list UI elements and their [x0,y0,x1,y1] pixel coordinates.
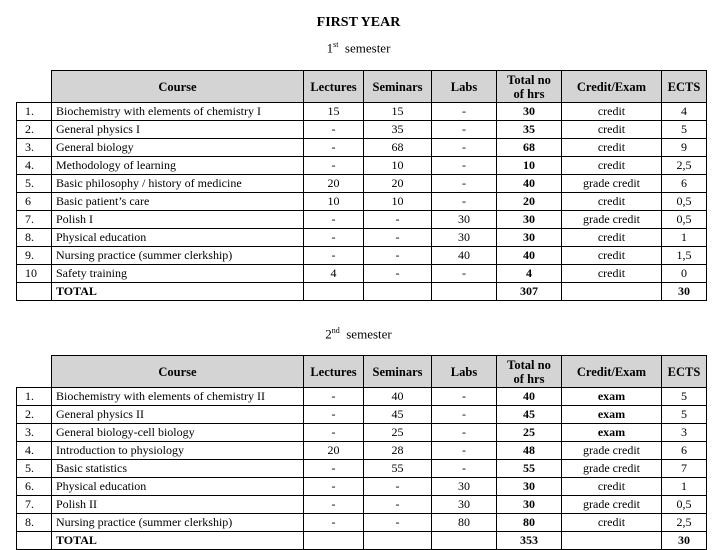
lectures-hours: - [304,121,364,139]
credit-type: credit [562,121,662,139]
row-number: 8. [17,514,52,532]
lectures-hours: - [304,496,364,514]
course-name: Nursing practice (summer clerkship) [52,514,304,532]
total-row [17,532,707,550]
course-name: Polish II [52,496,304,514]
ects-points: 1 [662,229,707,247]
column-header-labs: Labs [432,71,497,103]
ects-points: 5 [662,406,707,424]
ects-points: 4 [662,103,707,121]
row-number: 9. [17,247,52,265]
total-label: TOTAL [52,532,304,550]
seminars-hours: - [364,229,432,247]
total-hours-sum: 307 [497,283,562,301]
total-hours: 40 [497,388,562,406]
total-hours: 30 [497,229,562,247]
row-number: 4. [17,442,52,460]
course-name: Polish I [52,211,304,229]
seminars-hours: 28 [364,442,432,460]
total-label: TOTAL [52,283,304,301]
row-number: 6. [17,478,52,496]
credit-type: grade credit [562,211,662,229]
course-name: Introduction to physiology [52,442,304,460]
labs-hours: - [432,139,497,157]
total-hours: 40 [497,247,562,265]
seminars-hours: 68 [364,139,432,157]
table-row [17,265,707,283]
lectures-hours: - [304,514,364,532]
labs-hours: - [432,265,497,283]
seminars-hours: - [364,496,432,514]
column-header-course: Course [52,71,304,103]
course-name: General biology-cell biology [52,424,304,442]
seminars-hours: 40 [364,388,432,406]
row-number: 3. [17,424,52,442]
total-hours: 55 [497,460,562,478]
credit-type: credit [562,139,662,157]
ects-points: 1 [662,478,707,496]
credit-type: credit [562,265,662,283]
lectures-hours: - [304,139,364,157]
labs-hours: 30 [432,496,497,514]
total-hours: 48 [497,442,562,460]
course-name: Methodology of learning [52,157,304,175]
lectures-hours: 10 [304,193,364,211]
labs-hours: - [432,460,497,478]
total-hours: 45 [497,406,562,424]
column-header-total: Total no of hrs [497,71,562,103]
seminars-hours: 45 [364,406,432,424]
credit-type: credit [562,514,662,532]
credit-type: grade credit [562,175,662,193]
total-hours: 20 [497,193,562,211]
seminars-hours: - [364,478,432,496]
seminars-hours: 10 [364,193,432,211]
column-header-total: Total no of hrs [497,356,562,388]
total-hours: 80 [497,514,562,532]
labs-hours: 30 [432,478,497,496]
ects-points: 5 [662,121,707,139]
table-row [17,211,707,229]
table-row [17,406,707,424]
semester-ordinal: 2 [325,326,332,342]
column-header-seminars: Seminars [364,71,432,103]
row-number: 8. [17,229,52,247]
table-row [17,193,707,211]
total-ects-sum: 30 [662,283,707,301]
seminars-hours: - [364,514,432,532]
ects-points: 6 [662,175,707,193]
ects-points: 2,5 [662,157,707,175]
row-number: 3. [17,139,52,157]
lectures-hours: - [304,157,364,175]
ects-points: 5 [662,388,707,406]
total-hours: 30 [497,496,562,514]
table-row [17,388,707,406]
seminars-hours: 25 [364,424,432,442]
course-name: Physical education [52,478,304,496]
course-name: General physics I [52,121,304,139]
course-name: Safety training [52,265,304,283]
column-header-lectures: Lectures [304,71,364,103]
total-hours: 10 [497,157,562,175]
total-hours: 35 [497,121,562,139]
lectures-hours: 15 [304,103,364,121]
seminars-hours: 35 [364,121,432,139]
column-header-lectures: Lectures [304,356,364,388]
lectures-hours: - [304,388,364,406]
lectures-hours: - [304,211,364,229]
lectures-hours: 4 [304,265,364,283]
column-header-credit: Credit/Exam [562,71,662,103]
labs-hours: - [432,157,497,175]
row-number: 5. [17,460,52,478]
labs-hours: 40 [432,247,497,265]
table-row [17,121,707,139]
table-row [17,460,707,478]
ects-points: 2,5 [662,514,707,532]
course-name: Basic patient’s care [52,193,304,211]
course-name: Nursing practice (summer clerkship) [52,247,304,265]
total-hours: 30 [497,211,562,229]
row-number: 2. [17,121,52,139]
credit-type: grade credit [562,460,662,478]
semester-1-table [16,70,707,301]
semester-ordinal-suffix: st [333,40,339,49]
table-row [17,247,707,265]
ects-points: 0 [662,265,707,283]
total-hours: 4 [497,265,562,283]
table-row [17,139,707,157]
ects-points: 7 [662,460,707,478]
row-number: 2. [17,406,52,424]
lectures-hours: - [304,478,364,496]
column-header-course: Course [52,356,304,388]
lectures-hours: 20 [304,442,364,460]
course-name: General biology [52,139,304,157]
credit-type: exam [562,388,662,406]
labs-hours: 30 [432,229,497,247]
column-header-ects: ECTS [662,356,707,388]
semester-word: semester [344,40,391,56]
total-hours: 68 [497,139,562,157]
lectures-hours: 20 [304,175,364,193]
labs-hours: - [432,424,497,442]
course-name: General physics II [52,406,304,424]
labs-hours: - [432,175,497,193]
seminars-hours: 10 [364,157,432,175]
total-ects-sum: 30 [662,532,707,550]
lectures-hours: - [304,406,364,424]
ects-points: 0,5 [662,211,707,229]
semester-1-label [0,40,717,56]
row-number: 5. [17,175,52,193]
table-row [17,424,707,442]
row-number: 6 [17,193,52,211]
labs-hours: - [432,406,497,424]
credit-type: grade credit [562,496,662,514]
row-number: 10 [17,265,52,283]
total-row [17,283,707,301]
total-hours: 25 [497,424,562,442]
row-number: 7. [17,496,52,514]
credit-type: credit [562,478,662,496]
table-row [17,157,707,175]
credit-type: grade credit [562,442,662,460]
table-row [17,496,707,514]
semester-2-label [0,326,717,342]
credit-type: credit [562,157,662,175]
ects-points: 0,5 [662,193,707,211]
credit-type: exam [562,424,662,442]
ects-points: 0,5 [662,496,707,514]
lectures-hours: - [304,247,364,265]
column-header-labs: Labs [432,356,497,388]
semester-2-table [16,355,707,550]
seminars-hours: 55 [364,460,432,478]
total-hours-sum: 353 [497,532,562,550]
column-header-seminars: Seminars [364,356,432,388]
table-row [17,442,707,460]
ects-points: 6 [662,442,707,460]
row-number: 1. [17,103,52,121]
ects-points: 3 [662,424,707,442]
lectures-hours: - [304,424,364,442]
course-name: Biochemistry with elements of chemistry I [52,103,304,121]
semester-ordinal: 1 [326,40,334,56]
credit-type: credit [562,247,662,265]
labs-hours: - [432,193,497,211]
table-row [17,229,707,247]
labs-hours: - [432,121,497,139]
semester-ordinal-suffix: nd [331,326,340,335]
lectures-hours: - [304,460,364,478]
semester-word: semester [346,326,392,342]
credit-type: credit [562,193,662,211]
course-name: Physical education [52,229,304,247]
lectures-hours: - [304,229,364,247]
course-name: Biochemistry with elements of chemistry II [52,388,304,406]
column-header-credit: Credit/Exam [562,356,662,388]
labs-hours: 80 [432,514,497,532]
table-row [17,514,707,532]
labs-hours: - [432,103,497,121]
course-name: Basic statistics [52,460,304,478]
ects-points: 1,5 [662,247,707,265]
table-row [17,175,707,193]
table-row [17,478,707,496]
seminars-hours: 15 [364,103,432,121]
table-row [17,103,707,121]
column-header-ects: ECTS [662,71,707,103]
ects-points: 9 [662,139,707,157]
labs-hours: - [432,388,497,406]
seminars-hours: - [364,265,432,283]
seminars-hours: 20 [364,175,432,193]
seminars-hours: - [364,211,432,229]
credit-type: exam [562,406,662,424]
labs-hours: 30 [432,211,497,229]
credit-type: credit [562,229,662,247]
total-hours: 30 [497,103,562,121]
seminars-hours: - [364,247,432,265]
total-hours: 30 [497,478,562,496]
page-heading: FIRST YEAR [316,15,401,30]
row-number: 1. [17,388,52,406]
row-number: 7. [17,211,52,229]
row-number: 4. [17,157,52,175]
credit-type: credit [562,103,662,121]
course-name: Basic philosophy / history of medicine [52,175,304,193]
total-hours: 40 [497,175,562,193]
labs-hours: - [432,442,497,460]
